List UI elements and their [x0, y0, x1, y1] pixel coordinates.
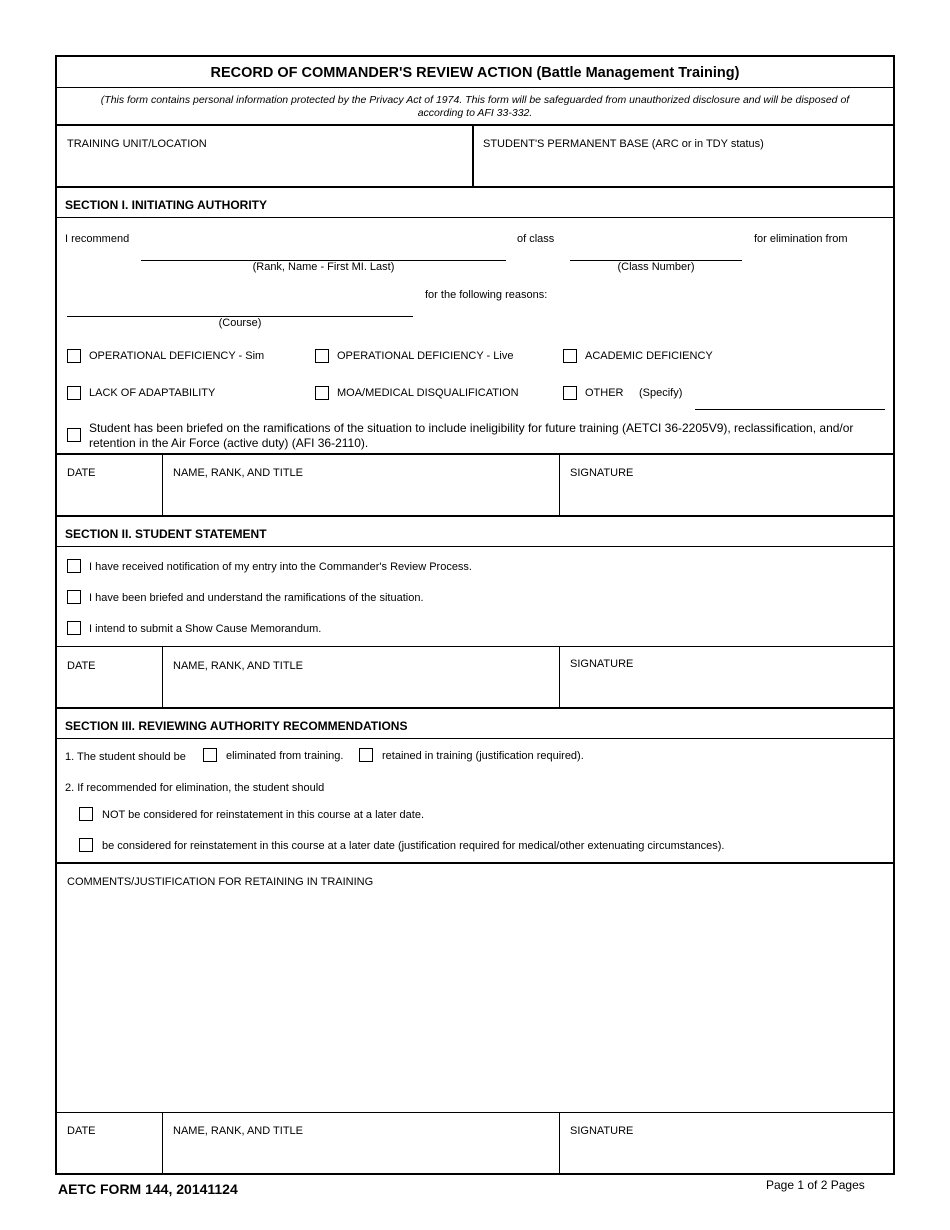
checkbox-label: OPERATIONAL DEFICIENCY - Sim — [89, 350, 265, 362]
checkbox-eliminated[interactable] — [203, 748, 217, 762]
training-unit-label: TRAINING UNIT/LOCATION — [67, 138, 207, 150]
elimination-label: for elimination from — [754, 233, 848, 245]
privacy-notice: (This form contains personal information protected by the Privacy Act of 1974. This form will be safeguarded from unauthorized disclosure and will be disposed of according to AFI 33-332. — [100, 94, 850, 119]
name-rank-title-label: NAME, RANK, AND TITLE — [173, 660, 303, 672]
option-label: eliminated from training. — [226, 750, 344, 762]
date-label: DATE — [67, 467, 96, 479]
briefed-line: Student has been briefed on the ramifications of the situation to include ineligibility for future training (AETCI 36-2205V9), reclassification, and/or — [89, 421, 854, 435]
divider — [162, 647, 163, 708]
checkbox-briefed[interactable] — [67, 428, 81, 442]
option-label: retained in training (justification required). — [382, 750, 584, 762]
rank-name-caption: (Rank, Name - First MI. Last) — [252, 261, 395, 273]
date-label: DATE — [67, 1125, 96, 1137]
statement-label: I intend to submit a Show Cause Memorandum. — [89, 623, 322, 635]
checkbox-label: ACADEMIC DEFICIENCY — [585, 350, 713, 362]
recommend-label: I recommend — [65, 233, 130, 245]
form-body — [55, 55, 895, 1175]
permanent-base-label: STUDENT'S PERMANENT BASE (ARC or in TDY status) — [483, 138, 764, 150]
name-rank-title-label: NAME, RANK, AND TITLE — [173, 1125, 303, 1137]
other-specify-line[interactable] — [695, 409, 885, 410]
divider — [57, 186, 893, 188]
divider — [57, 87, 893, 88]
checkbox-label: OPERATIONAL DEFICIENCY - Live — [337, 350, 514, 362]
briefed-statement — [89, 421, 889, 451]
option-label: NOT be considered for reinstatement in this course at a later date. — [102, 809, 425, 821]
briefed-line: retention in the Air Force (active duty) (AFI 36-2110). — [89, 436, 369, 450]
statement-label: I have received notification of my entry into the Commander's Review Process. — [89, 561, 472, 573]
divider — [57, 217, 893, 218]
comments-label: COMMENTS/JUSTIFICATION FOR RETAINING IN TRAINING — [67, 876, 374, 888]
divider — [57, 124, 893, 126]
of-class-label: of class — [517, 233, 555, 245]
comments-area[interactable] — [57, 892, 893, 1110]
checkbox-briefed-understand[interactable] — [67, 590, 81, 604]
checkbox-received-notification[interactable] — [67, 559, 81, 573]
date-label: DATE — [67, 660, 96, 672]
checkbox-operational-sim[interactable] — [67, 349, 81, 363]
item2-label: 2. If recommended for elimination, the student should — [65, 782, 325, 794]
checkbox-label: MOA/MEDICAL DISQUALIFICATION — [337, 387, 519, 399]
checkbox-lack-adaptability[interactable] — [67, 386, 81, 400]
reasons-label: for the following reasons: — [425, 289, 548, 301]
checkbox-show-cause[interactable] — [67, 621, 81, 635]
checkbox-other[interactable] — [563, 386, 577, 400]
other-specify-label: (Specify) — [639, 387, 683, 399]
course-caption: (Course) — [218, 317, 262, 329]
section3-heading: SECTION III. REVIEWING AUTHORITY RECOMMENDATIONS — [65, 719, 408, 733]
option-label: be considered for reinstatement in this course at a later date (justification required for medical/other extenuating circumstances). — [102, 840, 725, 852]
divider — [162, 1113, 163, 1175]
form-title: RECORD OF COMMANDER'S REVIEW ACTION (Battle Management Training) — [210, 65, 740, 81]
divider — [57, 738, 893, 739]
divider — [57, 707, 893, 709]
page-number: Page 1 of 2 Pages — [766, 1178, 865, 1192]
signature-label: SIGNATURE — [570, 467, 634, 479]
divider — [162, 454, 163, 516]
signature-label: SIGNATURE — [570, 658, 634, 670]
checkbox-label: OTHER — [585, 387, 624, 399]
class-number-caption: (Class Number) — [617, 261, 695, 273]
section2-heading: SECTION II. STUDENT STATEMENT — [65, 527, 267, 541]
checkbox-operational-live[interactable] — [315, 349, 329, 363]
checkbox-label: LACK OF ADAPTABILITY — [89, 387, 216, 399]
divider — [57, 453, 893, 455]
checkbox-retained[interactable] — [359, 748, 373, 762]
section1-heading: SECTION I. INITIATING AUTHORITY — [65, 198, 267, 212]
divider — [57, 646, 893, 647]
divider — [559, 647, 560, 708]
signature-label: SIGNATURE — [570, 1125, 634, 1137]
statement-label: I have been briefed and understand the ramifications of the situation. — [89, 592, 424, 604]
checkbox-medical[interactable] — [315, 386, 329, 400]
divider — [57, 862, 893, 864]
form-number: AETC FORM 144, 20141124 — [58, 1181, 238, 1197]
divider — [472, 125, 474, 187]
divider — [57, 546, 893, 547]
checkbox-not-reinstate[interactable] — [79, 807, 93, 821]
divider — [57, 515, 893, 517]
divider — [559, 454, 560, 516]
divider — [57, 1112, 893, 1113]
name-rank-title-label: NAME, RANK, AND TITLE — [173, 467, 303, 479]
checkbox-reinstate[interactable] — [79, 838, 93, 852]
item1-label: 1. The student should be — [65, 751, 186, 763]
checkbox-academic[interactable] — [563, 349, 577, 363]
divider — [559, 1113, 560, 1175]
